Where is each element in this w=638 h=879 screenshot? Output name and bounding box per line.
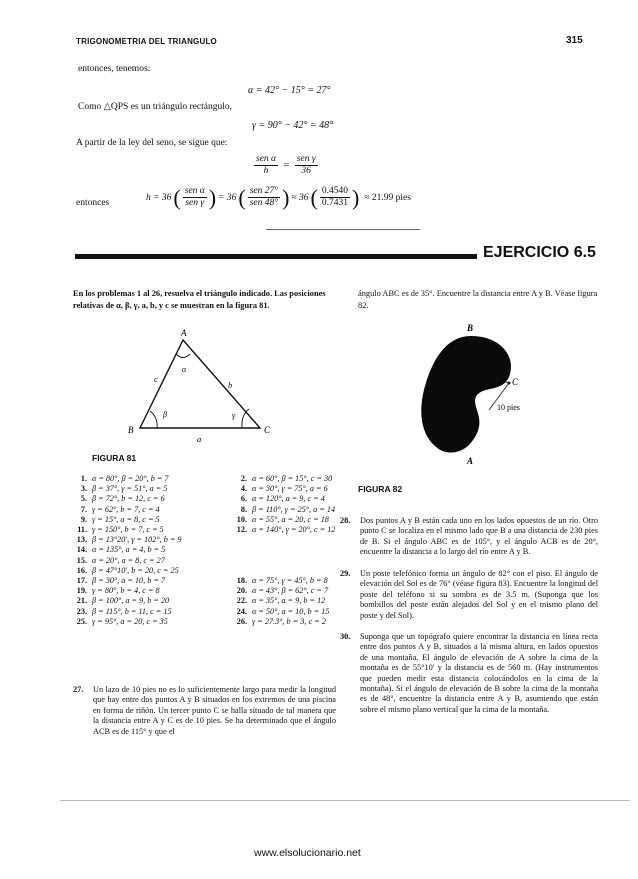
numerator: sen 27°	[249, 186, 279, 196]
problem-left	[71, 586, 231, 596]
problem-row	[71, 545, 341, 555]
problem-number: 1.	[80, 474, 87, 483]
h-equation	[146, 186, 411, 209]
problem-data: γ = 27.3°, b = 3, c = 2	[252, 616, 326, 626]
problem-left	[71, 535, 231, 545]
problem-number: 12.	[236, 525, 247, 535]
problem-number: 6.	[240, 494, 247, 504]
problem-30	[340, 632, 598, 715]
problem-row	[71, 556, 341, 566]
problem-right	[231, 556, 252, 566]
problem-data: β = 47°10′, b = 20, c = 25	[92, 565, 179, 575]
problem-right	[231, 535, 252, 545]
paren: (	[173, 184, 181, 210]
problem-number: 24.	[236, 606, 247, 616]
problem-row	[71, 566, 341, 576]
problem-row	[71, 474, 341, 484]
problem-number: 2.	[240, 474, 247, 483]
angle-label-gamma: γ	[232, 411, 236, 420]
problem-row	[71, 576, 341, 586]
problem-data: α = 140°, γ = 20°, c = 12	[252, 525, 336, 535]
problem-left	[71, 484, 231, 494]
problem-number: 23.	[76, 606, 87, 616]
problem-data: α = 35°, a = 9, b = 12	[252, 596, 326, 606]
problem-left	[71, 617, 231, 627]
denominator: 0.7431	[321, 198, 348, 208]
problem-row	[71, 607, 341, 617]
paren: (	[238, 184, 246, 210]
fraction	[248, 186, 280, 209]
problem-data: α = 120°, a = 9, c = 4	[252, 494, 325, 504]
problem-data: α = 43°, β = 62°, c = 7	[252, 586, 329, 596]
problem-number: 19.	[76, 586, 87, 596]
equation-part: h = 36	[146, 192, 172, 203]
problem-number: 7.	[80, 504, 87, 514]
figure-82-caption: FIGURA 82	[358, 484, 403, 494]
problem-data: α = 50°, a = 10, b = 15	[252, 606, 330, 616]
denominator: sen γ	[185, 198, 205, 208]
numerator: 0.4540	[321, 186, 348, 196]
text-line: Como △QPS es un triángulo rectángulo,	[78, 102, 233, 112]
problem-right	[231, 617, 326, 627]
vertex-label-A: A	[181, 328, 187, 338]
figure-82-pool	[405, 322, 540, 467]
instructions: En los problemas 1 al 26, resuelva el triángulo indicado. Las posiciones relativas de α, β, γ, a, b, y c se muestran en la figura 81.	[73, 289, 326, 310]
paren: (	[310, 184, 318, 210]
problem-left	[71, 515, 231, 525]
denominator: 36	[301, 166, 311, 176]
problem-number	[231, 556, 247, 566]
numerator: sen α	[256, 154, 277, 164]
problem-number: 14.	[76, 545, 87, 555]
problem-data: β = 72°, b = 12, c = 6	[92, 494, 165, 504]
problem-text: Dos puntos A y B están cada uno en los lados opuestos de un río. Otro punto C se localiza en el mismo lado que B a una distancia de 230 pies de B. Si el ángulo ABC es de 105°, y el ángulo ACB es de 20°, encuentre la distancia a lo largo del río entre A y B.	[360, 516, 598, 557]
distance-label: 10 pies	[497, 403, 520, 412]
side-label-c: c	[154, 374, 158, 384]
problem-data: β = 115°, b = 11, c = 15	[92, 606, 172, 616]
numerator: sen α	[184, 186, 205, 196]
problem-data: γ = 150°, b = 7, c = 5	[92, 525, 164, 535]
problem-data: γ = 80°, b = 4, c = 8	[92, 586, 160, 596]
text-line: entonces, tenemos:	[78, 64, 151, 74]
fraction	[254, 154, 278, 177]
running-header: TRIGONOMETRIA DEL TRIANGULO	[76, 37, 217, 46]
problem-data: α = 55°, a = 20, c = 18	[252, 514, 329, 524]
problem-right	[231, 484, 328, 494]
problem-row	[71, 617, 341, 627]
angle-label-beta: β	[163, 410, 167, 419]
problem-left	[71, 505, 231, 515]
problem-number: 10.	[236, 514, 247, 524]
problem-number	[231, 535, 247, 545]
problem-right	[231, 607, 329, 617]
problem-number: 30.	[340, 632, 351, 641]
angle-arc-alpha	[176, 354, 190, 358]
problem-number: 17.	[76, 576, 87, 586]
problem-number: 20.	[236, 586, 247, 596]
section-rule	[75, 254, 477, 259]
problem-right	[231, 596, 325, 606]
divider	[266, 229, 420, 230]
equation: γ = 90° − 42° = 48°	[252, 120, 334, 131]
equation-part: ≈ 36	[291, 192, 309, 203]
problem-27	[73, 685, 336, 737]
problem-number: 4.	[240, 484, 247, 494]
problem-data: β = 110°, γ = 25°, a = 14	[252, 504, 336, 514]
problem-number: 27.	[73, 685, 84, 694]
equation: α = 42° − 15° = 27°	[248, 85, 331, 96]
problem-row	[71, 525, 341, 535]
problem-number: 21.	[76, 596, 87, 606]
problem-left	[71, 474, 231, 484]
point-label-B: B	[467, 323, 474, 333]
problem-text: Un poste telefónico forma un ángulo de 82° con el piso. El ángulo de elevación del Sol es de 76° (véase figura 83). Encuentre la longitud del poste del teléfono si su sombra es de 3.5 m. (Suponga que los bombillos del poste están alejados del Sol y en el mismo plano del poste y del Sol).	[360, 569, 598, 620]
problem-left	[71, 607, 231, 617]
problem-list	[71, 474, 341, 627]
figure-81-caption: FIGURA 81	[92, 453, 137, 463]
problem-number: 28.	[340, 516, 351, 525]
point-C	[508, 382, 511, 385]
problem-number: 22.	[236, 596, 247, 606]
text-line: entonces	[76, 198, 110, 208]
vertex-label-B: B	[128, 425, 134, 435]
problem-right	[231, 474, 332, 484]
denominator: h	[263, 166, 269, 176]
side-label-a: a	[197, 434, 202, 444]
problem-number: 13.	[76, 535, 87, 545]
problem-number: 11.	[77, 525, 87, 535]
problem-number: 8.	[240, 504, 247, 514]
problem-right	[231, 505, 335, 515]
equation-part: = 36	[218, 192, 237, 203]
vertex-label-C: C	[264, 425, 271, 435]
problem-left	[71, 545, 231, 555]
problem-number: 9.	[80, 514, 87, 524]
denominator: sen 48°	[249, 198, 279, 208]
problem-right	[231, 515, 329, 525]
numerator: sen γ	[296, 154, 316, 164]
paren: )	[208, 184, 217, 210]
problem-row	[71, 535, 341, 545]
side-label-b: b	[228, 380, 233, 390]
problem-row	[71, 484, 341, 494]
problem-27-continuation: ángulo ABC es de 35°. Encuentre la distancia entre A y B. Véase figura 82.	[358, 289, 598, 310]
problem-number	[231, 566, 247, 576]
problem-data: α = 60°, β = 15°, c = 30	[252, 474, 333, 483]
problem-row	[71, 586, 341, 596]
paren: )	[282, 184, 290, 210]
problem-data: β = 100°, a = 9, b = 20	[92, 596, 170, 606]
problem-data: β = 30°, a = 10, b = 7	[92, 576, 166, 586]
problem-number: 29.	[340, 569, 351, 578]
fraction	[295, 154, 318, 177]
problem-data: α = 80°, β = 20°, b = 7	[92, 474, 169, 483]
fraction	[320, 186, 350, 209]
problem-data: α = 20°, a = 8, c = 27	[92, 555, 165, 565]
paren: )	[351, 184, 360, 210]
problem-data: γ = 62°, b = 7, c = 4	[92, 504, 160, 514]
problem-number: 16.	[76, 565, 87, 575]
problem-row	[71, 515, 341, 525]
problem-text: Un lazo de 10 pies no es lo suficientemente largo para medir la longitud que hay entre dos puntos A y B situados en los extremos de una piscina en forma de riñón. Un tercer punto C se halla situado de tal manera que la distancia entre A y C es de 10 pies. Se ha determinado que el ángulo ACB es de 115° y que el	[93, 685, 336, 736]
bottom-rule	[60, 800, 630, 801]
problem-left	[71, 576, 231, 586]
point-label-C: C	[512, 377, 519, 387]
equals-sign: =	[283, 160, 290, 171]
problem-row	[71, 494, 341, 504]
problem-data: β = 13°20′, γ = 102°, b = 9	[92, 535, 182, 545]
problem-number: 25.	[76, 616, 87, 626]
triangle-shape	[140, 340, 260, 428]
problem-right	[231, 566, 252, 576]
footer-url: www.elsolucionario.net	[254, 847, 361, 859]
problem-left	[71, 494, 231, 504]
problem-number: 15.	[76, 555, 87, 565]
page-number: 315	[566, 35, 583, 46]
problem-number: 3.	[80, 484, 87, 494]
text-line: A partir de la ley del seno, se sigue que:	[76, 138, 228, 148]
angle-arc-beta	[150, 411, 157, 428]
angle-label-alpha: α	[182, 365, 187, 374]
angle-arc-gamma	[242, 409, 249, 428]
problem-number	[231, 545, 247, 555]
problem-data: α = 75°, γ = 45°, b = 8	[252, 576, 328, 586]
problem-left	[71, 566, 231, 576]
problem-number: 5.	[80, 494, 87, 504]
problem-29	[340, 569, 598, 621]
problem-text: Suponga que un topógrafo quiere encontrar la distancia en línea recta entre dos puntos A y B, situados a la misma altura, en lados opuestos de una montaña. El ángulo de elevación de A sobre la cima de la montaña es de 55°10′ y la distancia es de 560 m. (Hay instrumentos que pueden medir esta distancia colocándolos en la cima de la montaña). Si el ángulo de elevación de B sobre la cima de la montaña es de 48°, encuentre la distancia entre A y B, asumiendo que están sobre el mismo plano vertical que la cima de la montaña.	[360, 632, 598, 714]
section-title: EJERCICIO 6.5	[483, 244, 596, 261]
problem-row	[71, 505, 341, 515]
law-of-sines	[254, 154, 318, 177]
problem-28	[340, 516, 598, 558]
problem-right	[231, 494, 325, 504]
problem-number: 18.	[236, 576, 247, 586]
kidney-pool-shape	[421, 336, 511, 453]
problem-data: β = 37°, γ = 51°, a = 5	[92, 484, 168, 494]
problem-right	[231, 586, 328, 596]
problem-data: γ = 15°, a = 8, c = 5	[92, 514, 160, 524]
problem-data: γ = 95°, a = 20, c = 35	[92, 616, 168, 626]
problem-right	[231, 545, 252, 555]
equation-result: ≈ 21.99 pies	[364, 192, 411, 203]
fraction	[183, 186, 207, 209]
problem-number: 26.	[236, 616, 247, 626]
point-label-A: A	[467, 456, 474, 466]
problem-row	[71, 596, 341, 606]
problem-data: α = 30°, γ = 75°, a = 6	[252, 484, 328, 494]
problem-right	[231, 525, 335, 535]
figure-81-triangle	[110, 325, 280, 450]
problem-left	[71, 556, 231, 566]
problem-left	[71, 525, 231, 535]
problem-right	[231, 576, 328, 586]
problem-data: α = 135°, a = 4, b = 5	[92, 545, 166, 555]
problem-left	[71, 596, 231, 606]
